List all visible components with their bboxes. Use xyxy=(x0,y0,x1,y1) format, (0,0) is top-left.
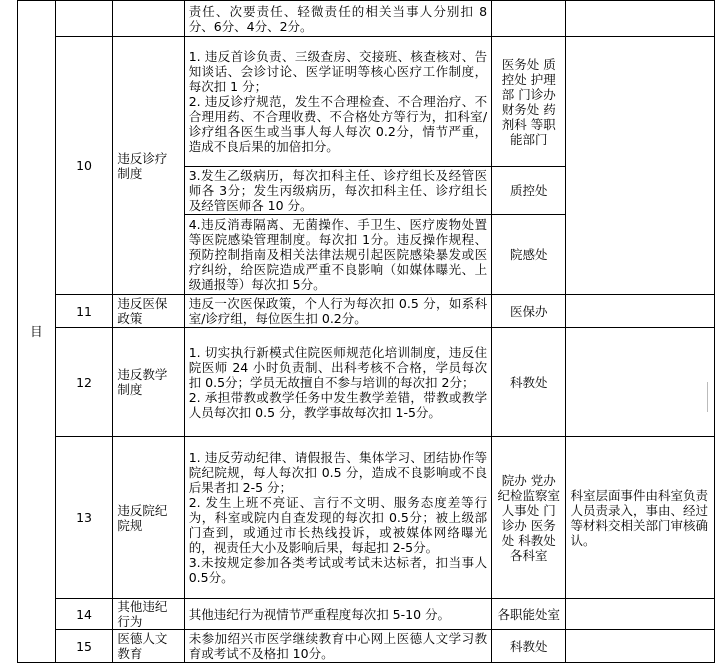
rule-text: 4.违反消毒隔离、无菌操作、手卫生、医疗废物处置等医院感染管理制度。每次扣 1分。违反操作规程、预防控制指南及相关法律法规引起医院感染暴发或医疗纠纷，给医院造成严重不良影响（如媒体曝光、上级通报等）每次扣 5分。 xyxy=(184,215,491,295)
item-name: 违反教学制度 xyxy=(113,328,184,437)
rule-line: 2. 承担带教或教学任务中发生教学差错，带教或教学人员每次扣 0.5 分，教学事故每次扣 1-5分。 xyxy=(188,389,488,420)
table-row xyxy=(18,37,715,167)
note-cell xyxy=(566,328,715,437)
rule-line: 2. 违反诊疗规范，发生不合理检查、不合理治疗、不合理用药、不合理收费、不合格处方等行为，扣科室/诊疗组各医生或当事人每人每次 0.2分，情节严重，造成不良后果的加倍扣分。 xyxy=(188,94,488,154)
dept-text: 院办 党办 纪检监察室 人事处 门诊办 医务处 科教处 各科室 xyxy=(492,437,566,599)
item-name: 违反医保政策 xyxy=(113,295,184,328)
row-number: 10 xyxy=(55,37,113,295)
row-number: 14 xyxy=(55,599,113,630)
rule-line: 3.未按规定参加各类考试或考试未达标者，扣当事人 0.5分。 xyxy=(188,555,488,585)
row-number-cell xyxy=(55,1,113,37)
row-number: 12 xyxy=(55,328,113,437)
table-row xyxy=(18,630,715,663)
rule-text: 违反一次医保政策，个人行为每次扣 0.5 分，如系科室/诊疗组，每位医生扣 0.2分。 xyxy=(184,295,491,328)
dept-text: 医保办 xyxy=(492,295,566,328)
item-name-cell xyxy=(113,1,184,37)
row-number: 15 xyxy=(55,630,113,663)
dept-text: 质控处 xyxy=(492,167,566,215)
table-row xyxy=(18,599,715,630)
item-name: 违反诊疗制度 xyxy=(113,37,184,295)
rule-text: 3.发生乙级病历，每次扣科主任、诊疗组长及经管医师各 3分；发生丙级病历，每次扣科主任、诊疗组长及经管医师各 10 分。 xyxy=(184,167,491,215)
rule-text xyxy=(184,437,491,599)
rule-text: 责任、次要责任、轻微责任的相关当事人分别扣 8分、6分、4分、2分。 xyxy=(184,1,491,37)
dept-text: 各职能处室 xyxy=(492,599,566,630)
dept-text: 科教处 xyxy=(492,328,566,437)
item-name: 其他违纪行为 xyxy=(113,599,184,630)
rule-text xyxy=(184,37,491,167)
table-row xyxy=(18,295,715,328)
item-name: 违反院纪院规 xyxy=(113,437,184,599)
note-cell xyxy=(566,1,715,37)
rule-text xyxy=(184,328,491,437)
category-label: 目 xyxy=(30,324,43,339)
dept-text: 医务处 质控处 护理部 门诊办 财务处 药剂科 等职能部门 xyxy=(492,37,566,167)
table-row xyxy=(18,328,715,437)
rule-line: 1. 切实执行新模式住院医师规范化培训制度，违反住院医师 24 小时负责制、出科考核不合格，学员每次扣 0.5分；学员无故擅自不参与培训的每次扣 2分； xyxy=(188,344,488,390)
rule-line: 2. 发生上班不亮证、言行不文明、服务态度差等行为，科室或院内自查发现的每次扣 0.5分；被上级部门查到，或通过市长热线投诉，或被媒体网络曝光的，视责任大小及影响后果，每起扣 2-5分。 xyxy=(188,495,488,555)
rule-line: 1. 违反劳动纪律、请假报告、集体学习、团结协作等院纪院规，每人每次扣 0.5 分，造成不良影响或不良后果者扣 2-5 分； xyxy=(188,450,488,495)
table-row xyxy=(18,1,715,37)
rule-text: 其他违纪行为视情节严重程度每次扣 5-10 分。 xyxy=(184,599,491,630)
dept-text: 院感处 xyxy=(492,215,566,295)
note-cell xyxy=(566,37,715,295)
note-cell xyxy=(566,599,715,630)
note-text: 科室层面事件由科室负责人员责录入，事由、经过等材料交相关部门审核确认。 xyxy=(566,437,715,599)
table-row xyxy=(18,437,715,599)
dept-text: 科教处 xyxy=(492,630,566,663)
evaluation-rules-table xyxy=(17,0,715,663)
category-cell xyxy=(18,1,56,663)
row-number: 13 xyxy=(55,437,113,599)
note-cell xyxy=(566,630,715,663)
rule-text: 未参加绍兴市医学继续教育中心网上医德人文学习教育或考试不及格扣 10分。 xyxy=(184,630,491,663)
row-number: 11 xyxy=(55,295,113,328)
note-cell xyxy=(566,295,715,328)
item-name: 医德人文教育 xyxy=(113,630,184,663)
dept-cell xyxy=(492,1,566,37)
page-edge-mark xyxy=(707,382,708,412)
rule-line: 1. 违反首诊负责、三级查房、交接班、核查核对、告知谈话、会诊讨论、医学证明等核心医疗工作制度，每次扣 1 分； xyxy=(188,49,488,94)
